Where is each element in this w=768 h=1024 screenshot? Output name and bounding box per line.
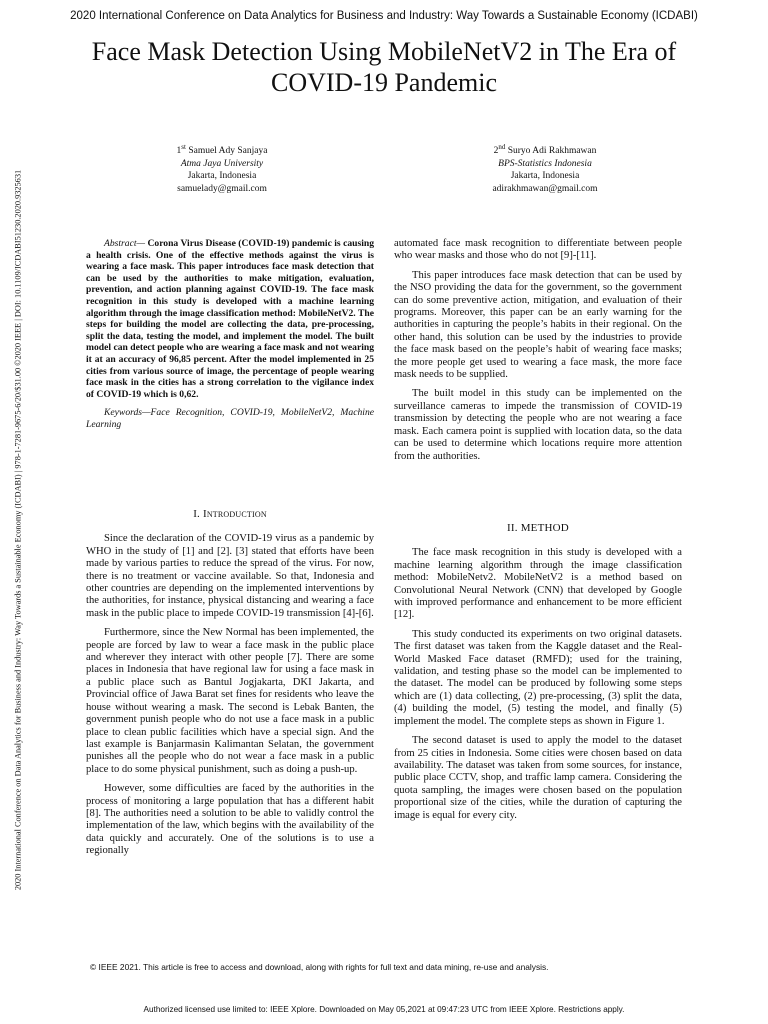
side-doi-note <box>9 60 27 1000</box>
right-paragraph-3: The built model in this study can be implemented on the surveillance cameras to impede the transmission of COVID-19 transmission by detecting the people who are not wearing a face mask. Each camera point is supplied with location data, so the data can be used to determine which locations require more attention from the authorities. <box>394 388 682 462</box>
author-2-ordinal: 2 <box>493 146 499 157</box>
author-1-name-line <box>107 141 337 158</box>
introduction-section <box>86 508 374 865</box>
author-2-ordinal-suffix: nd <box>498 143 506 151</box>
author-1-email: samuelady@gmail.com <box>177 183 267 194</box>
section-2-title: METHOD <box>520 522 569 534</box>
method-section <box>394 522 682 829</box>
intro-paragraph-1: Since the declaration of the COVID-19 virus as a pandemic by WHO in the study of [1] and [2]. [3] stated that efforts have been made by various parties to reduce the spread of the virus. For now, there is no treatment or vaccine available. So that, Indonesia and other countries are depending on the implemented interventions by the authorities, for instance, physical distancing and wearing a face mask in the public place to impede COVID-19 transmission [4]-[6]. <box>86 533 374 619</box>
method-paragraph-2: This study conducted its experiments on two original datasets. The first dataset was taken from the Kaggle dataset and the Real-World Masked Face dataset (RMFD); used for the training, validation, and testing phase so the model can be implemented to the dataset. The model can be produced by following some steps which are (1) data collecting, (2) pre-processing, (3) split the data, (4) building the model, (5) testing the model, and finally (5) implement the model. The complete steps as shown in Figure 1. <box>394 628 682 727</box>
right-column-top <box>394 238 682 470</box>
keywords: Keywords—Face Recognition, COVID-19, MobileNetV2, Machine Learning <box>86 407 374 430</box>
section-1-title: Introduction <box>202 508 267 520</box>
intro-paragraph-3: However, some difficulties are faced by the authorities in the process of monitoring a large population that has a different habit [8]. The authorities need a solution to be able to validly control the implementation of the law, which begins with the availability of the data quickly and accurately. One of the solutions is to use a regionally <box>86 783 374 857</box>
author-2-email: adirakhmawan@gmail.com <box>492 183 598 194</box>
abstract <box>86 238 374 400</box>
left-column <box>86 238 374 438</box>
right-paragraph-2: This paper introduces face mask detection that can be used by the NSO providing the data for the government, so the government can do some preventive action, mitigation, and evaluation of their programs. Moreover, this paper can be an early warning for the authorities in capturing the people’s habits in their regional. On the other hand, this solution can be used by the industries to provide the face mask based on the people’s habit of wearing face masks; the more people get used to wearing a face mask, the more face mask needs to be supplied. <box>394 269 682 381</box>
right-paragraph-1: automated face mask recognition to differentiate between people who wear masks and those who do not [9]-[11]. <box>394 238 682 262</box>
author-1-location: Jakarta, Indonesia <box>187 171 257 182</box>
author-2-name: Suryo Adi Rakhmawan <box>507 146 597 157</box>
intro-paragraph-2: Furthermore, since the New Normal has been implemented, the people are forced by law to wear a face mask in the public place and wherever they interact with other people [7]. There are some places in Indonesia that have regional law for using a face mask in a public place such as Bantul Jogjakarta, DKI Jakarta, and Provincial office of Jawa Barat set fines for residents who leave the house without wearing a mask. The second is Lebak Banten, the government punish people who do not use a face mask in a public place to clean public facilities which have a special sign. And the last example is Banjarmasin Kalimantan Selatan, the government punishes all the people who do not wear a face mask in a public place to do some physical punishment, such as doing a push-up. <box>86 627 374 775</box>
abstract-label: Abstract— <box>104 238 146 249</box>
method-paragraph-1: The face mask recognition in this study is developed with a machine learning algorithm through the image classification method: MobileNetv2. MobileNetV2 is a method based on Convolutional Neural Network (CNN) that developed by Google with improved performance and enhancement to be more efficient [12]. <box>394 547 682 621</box>
section-heading-introduction <box>86 508 374 520</box>
method-paragraph-3: The second dataset is used to apply the model to the dataset from 25 cities in Indonesia. Some cities were chosen based on data availability. The dataset was taken from some sources, for instance, public place CCTV, shop, and traffic lamp camera. Considering the quota sampling, the images were chosen based on the population proportional size of the cities, while the duration of capturing the image is equal for every city. <box>394 735 682 821</box>
author-1-name: Samuel Ady Sanjaya <box>188 146 268 157</box>
author-2-affiliation: BPS-Statistics Indonesia <box>498 158 592 169</box>
author-1-affiliation: Atma Jaya University <box>180 158 264 169</box>
conference-header: 2020 International Conference on Data Analytics for Business and Industry: Way Towards a Sustainable Economy (ICDABI) <box>70 10 698 22</box>
author-1-ordinal-suffix: st <box>181 143 186 151</box>
abstract-text: Corona Virus Disease (COVID-19) pandemic is causing a health crisis. One of the effective methods against the virus is wearing a face mask. This paper introduces face mask detection that can be used by the authorities to make mitigation, evaluation, prevention, and action planning against COVID-19. The face mask recognition in this study is developed with a machine learning algorithm through the image classification method: MobileNetV2. The steps for building the model are collecting the data, pre-processing, split the data, testing the model, and implement the model. The built model can detect people who are wearing a face mask and not wearing it at an accuracy of 96,85 percent. After the model implemented in 25 cities from various source of image, the percentage of people wearing face mask in the cities has a strong correlation to the vigilance index of COVID-19 which is 0,62. <box>86 238 374 400</box>
section-heading-method <box>394 522 682 534</box>
paper-title: Face Mask Detection Using MobileNetV2 in The Era of COVID-19 Pandemic <box>91 37 677 97</box>
author-2-name-line <box>430 141 660 158</box>
section-2-number: II. <box>507 522 518 534</box>
author-1-ordinal: 1 <box>176 146 182 157</box>
author-2 <box>430 141 660 195</box>
authorized-use-note: Authorized licensed use limited to: IEEE Xplore. Downloaded on May 05,2021 at 09:47:23 UTC from IEEE Xplore. Restrictions apply. <box>143 1005 625 1014</box>
side-doi-text: 2020 International Conference on Data Analytics for Business and Industry: Way Towards a Sustainable Economy (ICDABI) | 978-1-7281-9675-6/20/$31.00 ©2020 IEEE | DOI: 10.1109/ICDABI51230.2020.9325631 <box>13 169 23 891</box>
copyright-notice: © IEEE 2021. This article is free to access and download, along with rights for full text and data mining, re-use and analysis. <box>90 962 549 972</box>
author-1 <box>107 141 337 195</box>
section-1-number: I. <box>193 508 201 520</box>
author-2-location: Jakarta, Indonesia <box>510 171 580 182</box>
